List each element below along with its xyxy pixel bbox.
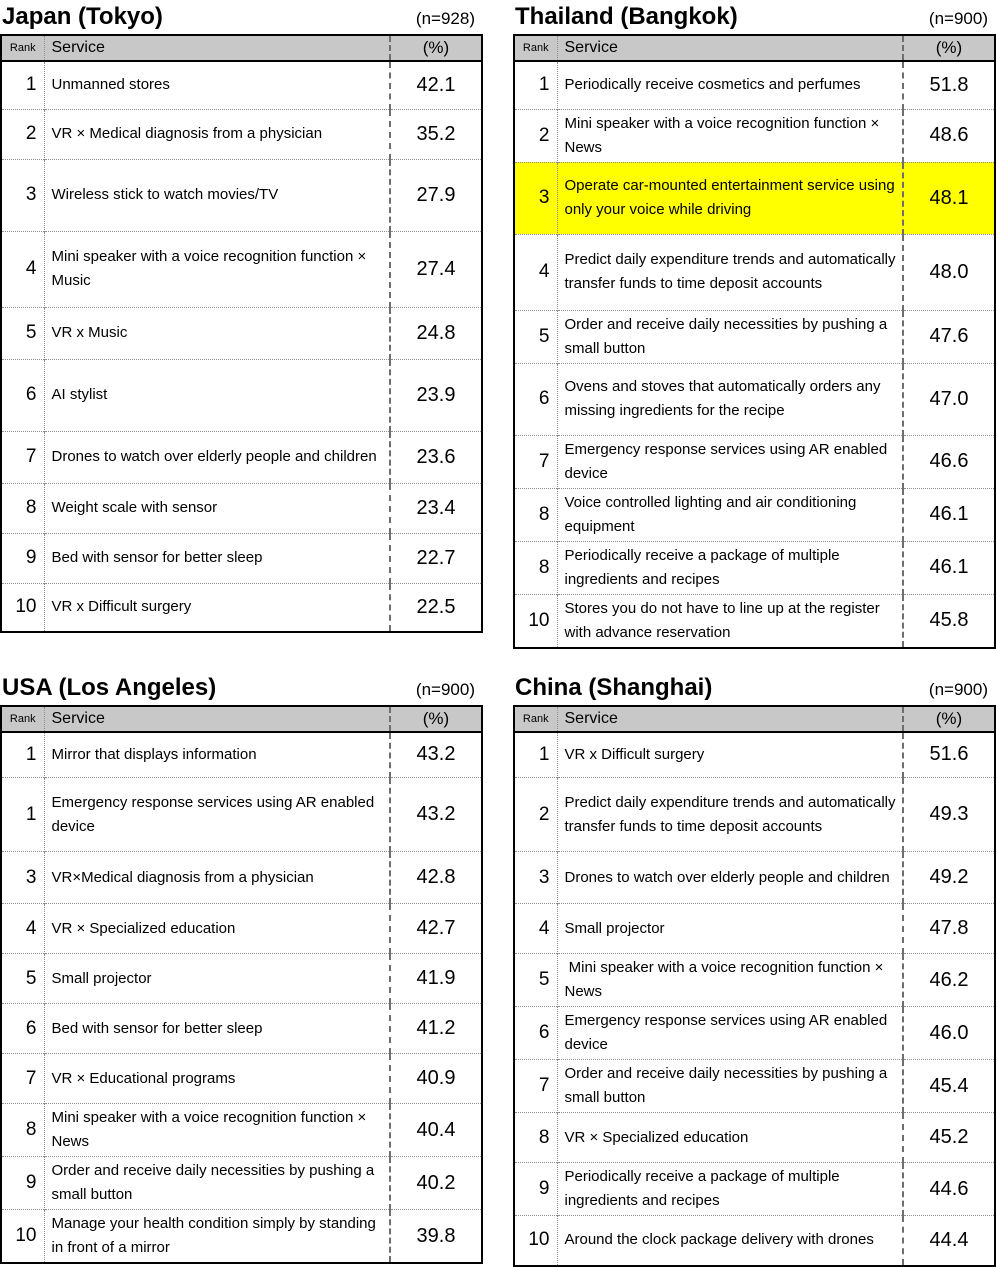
service-cell: Predict daily expenditure trends and automatically transfer funds to time deposit accounts	[557, 234, 903, 310]
rank-column-header: Rank	[1, 706, 44, 732]
rank-cell: 6	[1, 359, 44, 431]
table-row	[1, 61, 482, 109]
rank-cell: 10	[1, 1210, 44, 1264]
pct-cell: 46.1	[903, 488, 995, 541]
service-cell: Bed with sensor for better sleep	[44, 1004, 390, 1054]
rank-cell: 7	[1, 431, 44, 483]
sample-size-label: (n=900)	[928, 679, 988, 699]
sample-size-label: (n=900)	[415, 679, 475, 699]
header-row	[1, 35, 482, 61]
service-cell: Bed with sensor for better sleep	[44, 533, 390, 583]
rank-cell: 9	[1, 1157, 44, 1210]
rank-cell: 1	[514, 732, 557, 778]
pct-cell: 27.4	[390, 231, 482, 307]
caption-china	[513, 671, 996, 705]
rank-cell: 3	[1, 852, 44, 904]
service-cell: Manage your health condition simply by standing in front of a mirror	[44, 1210, 390, 1264]
service-cell: Small projector	[44, 954, 390, 1004]
pct-cell: 44.6	[903, 1163, 995, 1216]
service-cell: Around the clock package delivery with drones	[557, 1216, 903, 1266]
service-column-header: Service	[557, 706, 903, 732]
service-cell: Unmanned stores	[44, 61, 390, 109]
service-cell: Periodically receive a package of multiple ingredients and recipes	[557, 1163, 903, 1216]
table-row	[514, 1163, 995, 1216]
service-cell: Ovens and stoves that automatically orders any missing ingredients for the recipe	[557, 363, 903, 435]
pct-cell: 47.6	[903, 310, 995, 363]
rank-column-header: Rank	[1, 35, 44, 61]
service-cell: Wireless stick to watch movies/TV	[44, 159, 390, 231]
rank-cell: 9	[514, 1163, 557, 1216]
table-row	[1, 1104, 482, 1157]
ranking-table-japan	[0, 34, 483, 633]
service-cell: VR × Specialized education	[557, 1113, 903, 1163]
table-row	[1, 904, 482, 954]
service-cell: VR x Difficult surgery	[557, 732, 903, 778]
table-row	[514, 234, 995, 310]
service-cell: Mini speaker with a voice recognition function × News	[44, 1104, 390, 1157]
pct-cell: 47.0	[903, 363, 995, 435]
rank-cell: 1	[1, 778, 44, 852]
table-row	[1, 159, 482, 231]
percent-column-header: (%)	[903, 35, 995, 61]
pct-cell: 23.4	[390, 483, 482, 533]
service-cell: Mini speaker with a voice recognition function × Music	[44, 231, 390, 307]
rank-cell: 6	[1, 1004, 44, 1054]
table-row	[514, 594, 995, 648]
rank-cell: 4	[514, 234, 557, 310]
service-cell: AI stylist	[44, 359, 390, 431]
table-row	[514, 1007, 995, 1060]
pct-cell: 44.4	[903, 1216, 995, 1266]
pct-cell: 45.2	[903, 1113, 995, 1163]
pct-cell: 46.0	[903, 1007, 995, 1060]
table-row	[514, 109, 995, 162]
table-row	[1, 1004, 482, 1054]
table-row	[514, 162, 995, 234]
sample-size-label: (n=900)	[928, 9, 988, 28]
service-cell: Periodically receive cosmetics and perfumes	[557, 61, 903, 109]
table-row	[1, 778, 482, 852]
pct-cell: 42.1	[390, 61, 482, 109]
ranking-table-usa	[0, 705, 483, 1265]
table-block-usa	[0, 671, 483, 1265]
service-cell: VR x Difficult surgery	[44, 583, 390, 632]
pct-cell: 41.2	[390, 1004, 482, 1054]
table-title: Thailand (Bangkok)	[515, 3, 738, 30]
pct-cell: 23.6	[390, 431, 482, 483]
rank-cell: 2	[514, 109, 557, 162]
table-title: USA (Los Angeles)	[2, 673, 217, 701]
table-row	[1, 1157, 482, 1210]
table-row	[514, 1216, 995, 1266]
rank-cell: 5	[514, 954, 557, 1007]
pct-cell: 40.4	[390, 1104, 482, 1157]
ranking-table-thailand	[513, 34, 996, 649]
pct-cell: 41.9	[390, 954, 482, 1004]
rank-cell: 3	[514, 162, 557, 234]
service-cell: Small projector	[557, 904, 903, 954]
service-cell: VR×Medical diagnosis from a physician	[44, 852, 390, 904]
table-row	[1, 533, 482, 583]
table-row	[1, 1054, 482, 1104]
pct-cell: 51.6	[903, 732, 995, 778]
header-row	[514, 35, 995, 61]
service-column-header: Service	[557, 35, 903, 61]
rank-column-header: Rank	[514, 706, 557, 732]
rank-cell: 10	[514, 594, 557, 648]
rank-cell: 7	[1, 1054, 44, 1104]
service-cell: Order and receive daily necessities by pushing a small button	[557, 310, 903, 363]
table-row	[514, 488, 995, 541]
pct-cell: 35.2	[390, 109, 482, 159]
pct-cell: 46.6	[903, 435, 995, 488]
pct-cell: 39.8	[390, 1210, 482, 1264]
pct-cell: 22.5	[390, 583, 482, 632]
rank-cell: 1	[514, 61, 557, 109]
rank-cell: 5	[1, 954, 44, 1004]
rank-cell: 4	[1, 904, 44, 954]
table-body	[1, 61, 482, 632]
table-block-thailand	[513, 0, 996, 649]
rank-cell: 7	[514, 1060, 557, 1113]
table-row	[514, 61, 995, 109]
table-row	[1, 359, 482, 431]
service-cell: VR × Educational programs	[44, 1054, 390, 1104]
pct-cell: 46.2	[903, 954, 995, 1007]
table-row	[514, 1060, 995, 1113]
table-row	[1, 954, 482, 1004]
service-cell: VR x Music	[44, 307, 390, 359]
table-row	[1, 231, 482, 307]
section-bottom	[0, 671, 996, 1267]
sample-size-label: (n=928)	[415, 9, 475, 28]
table-body	[514, 732, 995, 1266]
rank-cell: 5	[514, 310, 557, 363]
table-row	[514, 852, 995, 904]
pct-cell: 43.2	[390, 732, 482, 778]
table-row	[514, 435, 995, 488]
rank-cell: 1	[1, 732, 44, 778]
pct-cell: 51.8	[903, 61, 995, 109]
pct-cell: 46.1	[903, 541, 995, 594]
table-title: Japan (Tokyo)	[2, 3, 163, 30]
rank-cell: 10	[514, 1216, 557, 1266]
rank-cell: 1	[1, 61, 44, 109]
service-cell: VR × Specialized education	[44, 904, 390, 954]
pct-cell: 23.9	[390, 359, 482, 431]
service-cell: Emergency response services using AR enabled device	[557, 1007, 903, 1060]
pct-cell: 42.8	[390, 852, 482, 904]
table-row	[514, 310, 995, 363]
service-cell: Voice controlled lighting and air conditioning equipment	[557, 488, 903, 541]
rank-cell: 8	[514, 488, 557, 541]
rank-cell: 7	[514, 435, 557, 488]
table-row	[514, 732, 995, 778]
pct-cell: 45.8	[903, 594, 995, 648]
rank-cell: 4	[1, 231, 44, 307]
pct-cell: 47.8	[903, 904, 995, 954]
pct-cell: 27.9	[390, 159, 482, 231]
service-cell: Order and receive daily necessities by pushing a small button	[44, 1157, 390, 1210]
percent-column-header: (%)	[903, 706, 995, 732]
rank-cell: 8	[1, 1104, 44, 1157]
table-title: China (Shanghai)	[515, 673, 713, 701]
service-cell: Drones to watch over elderly people and children	[557, 852, 903, 904]
table-body	[514, 61, 995, 648]
ranking-table-china	[513, 705, 996, 1267]
table-row	[514, 904, 995, 954]
rank-cell: 2	[514, 778, 557, 852]
pct-cell: 22.7	[390, 533, 482, 583]
table-row	[1, 109, 482, 159]
rank-cell: 8	[1, 483, 44, 533]
service-cell: Mini speaker with a voice recognition function × News	[557, 954, 903, 1007]
pct-cell: 43.2	[390, 778, 482, 852]
table-row	[1, 483, 482, 533]
table-block-china	[513, 671, 996, 1267]
percent-column-header: (%)	[390, 706, 482, 732]
rank-column-header: Rank	[514, 35, 557, 61]
table-row	[514, 541, 995, 594]
service-column-header: Service	[44, 35, 390, 61]
pct-cell: 49.3	[903, 778, 995, 852]
pct-cell: 40.2	[390, 1157, 482, 1210]
pct-cell: 45.4	[903, 1060, 995, 1113]
table-row	[514, 363, 995, 435]
table-row	[514, 778, 995, 852]
table-row	[1, 431, 482, 483]
table-row	[1, 307, 482, 359]
service-cell: Stores you do not have to line up at the register with advance reservation	[557, 594, 903, 648]
table-row	[1, 1210, 482, 1264]
table-row	[1, 583, 482, 632]
pct-cell: 24.8	[390, 307, 482, 359]
table-row	[1, 732, 482, 778]
pct-cell: 42.7	[390, 904, 482, 954]
pct-cell: 48.1	[903, 162, 995, 234]
service-cell: Emergency response services using AR enabled device	[557, 435, 903, 488]
service-cell: Emergency response services using AR enabled device	[44, 778, 390, 852]
service-cell: VR × Medical diagnosis from a physician	[44, 109, 390, 159]
pct-cell: 49.2	[903, 852, 995, 904]
table-row	[514, 1113, 995, 1163]
table-block-japan	[0, 0, 483, 633]
rank-cell: 2	[1, 109, 44, 159]
pct-cell: 40.9	[390, 1054, 482, 1104]
service-cell: Order and receive daily necessities by pushing a small button	[557, 1060, 903, 1113]
rank-cell: 6	[514, 1007, 557, 1060]
service-cell: Drones to watch over elderly people and children	[44, 431, 390, 483]
table-row	[514, 954, 995, 1007]
rank-cell: 5	[1, 307, 44, 359]
pct-cell: 48.6	[903, 109, 995, 162]
percent-column-header: (%)	[390, 35, 482, 61]
caption-japan	[0, 0, 483, 34]
service-cell: Periodically receive a package of multiple ingredients and recipes	[557, 541, 903, 594]
caption-thailand	[513, 0, 996, 34]
table-row	[1, 852, 482, 904]
header-row	[514, 706, 995, 732]
rank-cell: 10	[1, 583, 44, 632]
service-cell: Mirror that displays information	[44, 732, 390, 778]
service-column-header: Service	[44, 706, 390, 732]
rank-cell: 8	[514, 1113, 557, 1163]
rank-cell: 8	[514, 541, 557, 594]
service-cell: Mini speaker with a voice recognition function × News	[557, 109, 903, 162]
caption-usa	[0, 671, 483, 705]
rank-cell: 6	[514, 363, 557, 435]
service-cell: Operate car-mounted entertainment service using only your voice while driving	[557, 162, 903, 234]
rank-cell: 4	[514, 904, 557, 954]
service-cell: Weight scale with sensor	[44, 483, 390, 533]
service-cell: Predict daily expenditure trends and automatically transfer funds to time deposit accounts	[557, 778, 903, 852]
header-row	[1, 706, 482, 732]
pct-cell: 48.0	[903, 234, 995, 310]
rank-cell: 9	[1, 533, 44, 583]
rank-cell: 3	[1, 159, 44, 231]
rank-cell: 3	[514, 852, 557, 904]
table-body	[1, 732, 482, 1264]
